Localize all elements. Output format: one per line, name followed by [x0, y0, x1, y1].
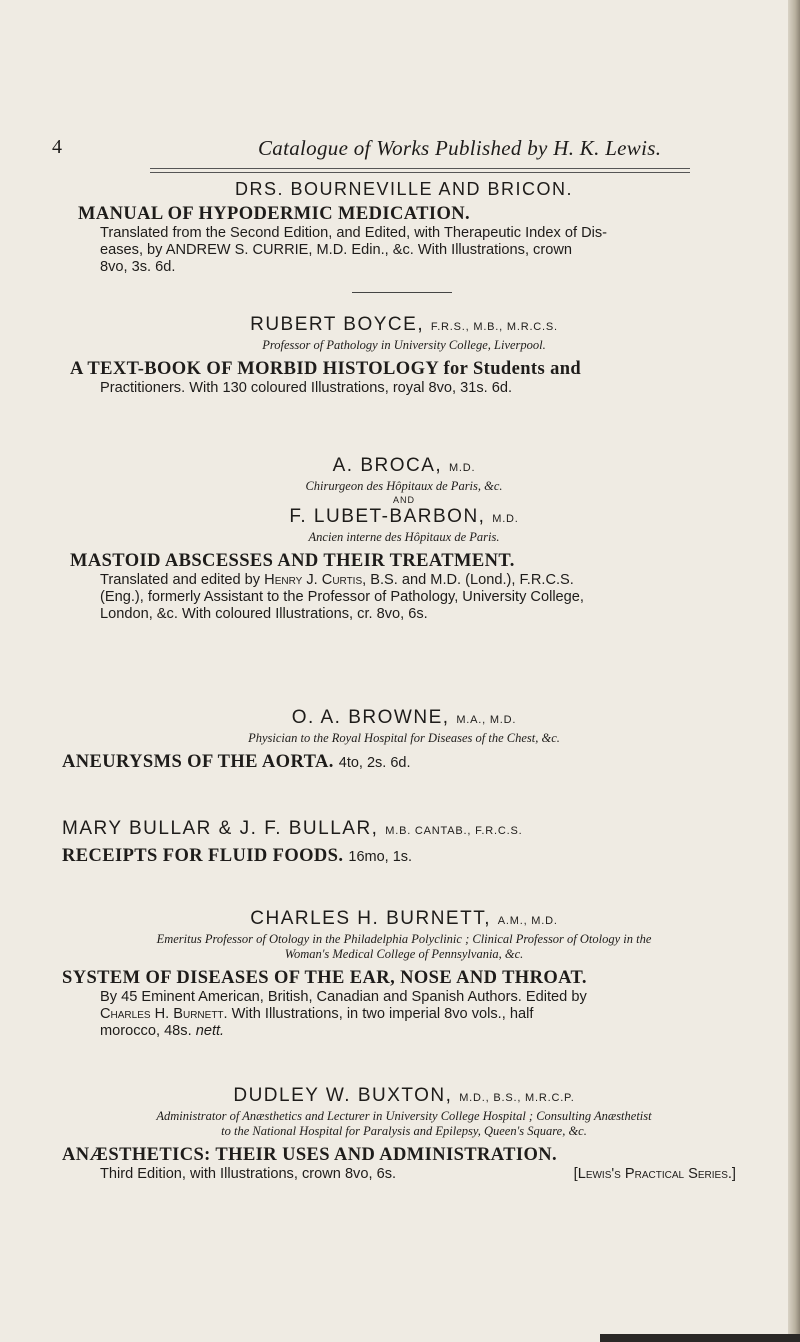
desc-line: Translated and edited by Henry J. Curtis, B.S. and M.D. (Lond.), F.R.C.S.	[100, 572, 574, 588]
desc-line: Translated from the Second Edition, and Edited, with Therapeutic Index of Dis-	[100, 225, 608, 241]
author-name: O. A. BROWNE,	[291, 707, 450, 728]
desc-line: Practitioners. With 130 coloured Illustrations, royal 8vo, 31s. 6d.	[100, 380, 513, 396]
author-name: DUDLEY W. BUXTON,	[233, 1085, 453, 1106]
author-qualifications: A.M., M.D.	[497, 915, 558, 927]
page-edge	[788, 0, 800, 1342]
desc-line: By 45 Eminent American, British, Canadian and Spanish Authors. Edited by	[100, 989, 587, 1005]
author-line	[78, 455, 730, 479]
book-title: MASTOID ABSCESSES AND THEIR TREATMENT.	[70, 551, 515, 571]
author-name: A. BROCA,	[332, 455, 443, 476]
book-title: A TEXT-BOOK OF MORBID HISTOLOGY for Students and	[70, 359, 582, 379]
position-line: Emeritus Professor of Otology in the Philadelphia Polyclinic ; Clinical Professor of Otology in the	[156, 932, 652, 946]
author-name: F. LUBET-BARBON,	[289, 506, 486, 527]
author-qualifications: M.D.	[492, 513, 519, 525]
book-description	[78, 380, 730, 397]
catalogue-entry	[70, 314, 730, 397]
desc-line: Third Edition, with Illustrations, crown 8vo, 6s.	[100, 1166, 397, 1182]
book-format-price: 4to, 2s. 6d.	[338, 755, 411, 771]
book-description	[78, 989, 730, 1040]
position-line: to the National Hospital for Paralysis and Epilepsy, Queen's Square, &c.	[221, 1124, 587, 1138]
book-description	[78, 572, 730, 623]
book-title: ANEURYSMS OF THE AORTA.	[62, 752, 334, 772]
author-name: DRS. BOURNEVILLE AND BRICON.	[234, 179, 574, 199]
author-position: Physician to the Royal Hospital for Diseases of the Chest, &c.	[248, 731, 560, 745]
position-line: Woman's Medical College of Pennsylvania, &c.	[284, 947, 524, 961]
catalogue-entry	[78, 178, 730, 276]
catalogue-entry	[62, 1085, 736, 1183]
author-qualifications: M.B. CANTAB., F.R.C.S.	[385, 825, 523, 837]
author-name: RUBERT BOYCE,	[250, 314, 425, 335]
author-line	[78, 314, 730, 338]
book-title-line	[62, 846, 730, 868]
author-qualifications: M.A., M.D.	[456, 714, 517, 726]
running-header	[50, 132, 750, 162]
editor-name: Henry J. Curtis	[264, 572, 363, 588]
author-position	[78, 1109, 730, 1139]
author-position: Professor of Pathology in University College, Liverpool.	[262, 338, 546, 352]
and-separator: AND	[392, 495, 415, 505]
series-name: [Lewis's Practical Series.]	[573, 1166, 736, 1182]
author-qualifications: M.D.	[448, 462, 476, 474]
book-format-price: 16mo, 1s.	[348, 849, 413, 865]
author-line	[78, 506, 730, 530]
header-double-rule	[150, 168, 690, 173]
page-bottom-edge	[600, 1334, 800, 1342]
author-qualifications: M.D., B.S., M.R.C.P.	[459, 1092, 575, 1104]
author-qualifications: F.R.S., M.B., M.R.C.S.	[430, 321, 558, 333]
book-title: MANUAL OF HYPODERMIC MEDICATION.	[78, 204, 471, 224]
author-line	[78, 707, 730, 731]
author-name: CHARLES H. BURNETT,	[250, 908, 491, 929]
desc-line: morocco, 48s. nett.	[100, 1023, 225, 1039]
catalogue-entry	[70, 455, 730, 623]
catalogue-entry	[62, 908, 730, 1040]
book-title-line	[62, 752, 730, 774]
author-line	[78, 908, 730, 932]
position-line: Administrator of Anæsthetics and Lecturer in University College Hospital ; Consulting Anæsthetist	[156, 1109, 652, 1123]
catalogue-entry	[62, 707, 730, 774]
desc-line: (Eng.), formerly Assistant to the Professor of Pathology, University College,	[100, 589, 584, 605]
book-title: SYSTEM OF DISEASES OF THE EAR, NOSE AND THROAT.	[62, 968, 587, 988]
author-line	[62, 818, 730, 842]
separator-rule	[352, 292, 452, 293]
book-title: ANÆSTHETICS: THEIR USES AND ADMINISTRATION.	[62, 1145, 558, 1165]
author-line	[78, 1085, 730, 1109]
editor-name: Charles H. Burnett	[100, 1006, 224, 1022]
author-position	[78, 932, 730, 962]
author-name: MARY BULLAR & J. F. BULLAR,	[62, 818, 379, 839]
page-number: 4	[52, 136, 62, 158]
header-title: Catalogue of Works Published by H. K. Lewis.	[258, 136, 662, 160]
book-title: RECEIPTS FOR FLUID FOODS.	[62, 846, 344, 866]
desc-line: 8vo, 3s. 6d.	[100, 259, 176, 275]
author-position: Ancien interne des Hôpitaux de Paris.	[308, 530, 500, 544]
desc-line: eases, by ANDREW S. CURRIE, M.D. Edin., &c. With Illustrations, crown	[100, 242, 572, 258]
catalogue-entry	[62, 818, 730, 868]
book-description	[78, 1166, 736, 1183]
desc-line: London, &c. With coloured Illustrations, cr. 8vo, 6s.	[100, 606, 428, 622]
book-description	[78, 225, 730, 276]
author-position: Chirurgeon des Hôpitaux de Paris, &c.	[305, 479, 503, 493]
desc-line: Charles H. Burnett. With Illustrations, in two imperial 8vo vols., half	[100, 1006, 534, 1022]
